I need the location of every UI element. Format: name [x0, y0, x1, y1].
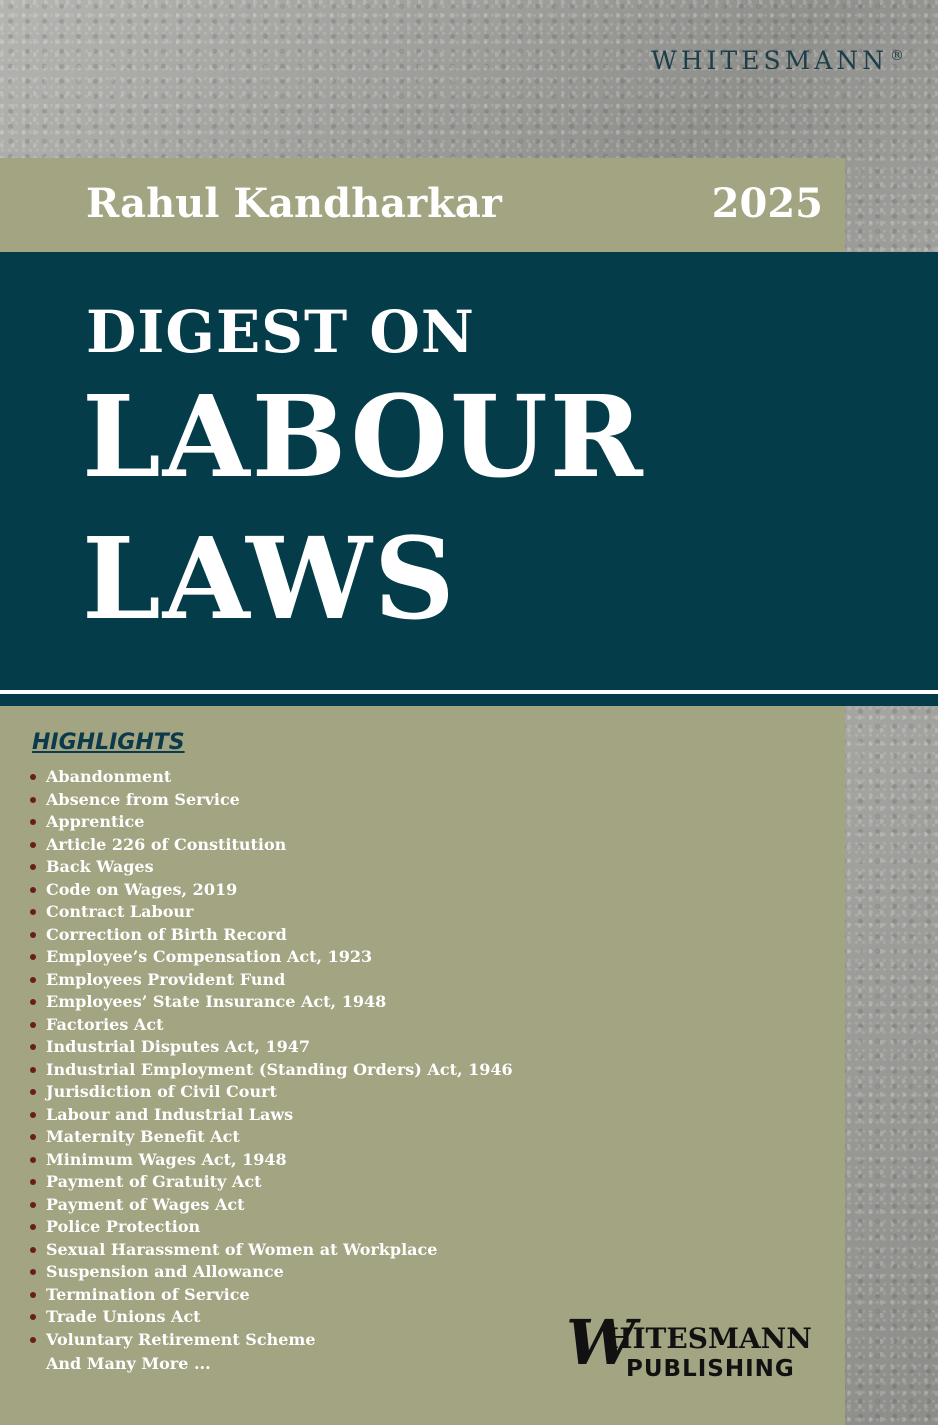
- bullet-icon: [30, 1134, 36, 1140]
- bullet-icon: [30, 1022, 36, 1028]
- publisher-logo: [566, 1306, 816, 1388]
- bullet-icon: [30, 977, 36, 983]
- bullet-icon: [30, 1157, 36, 1163]
- title-band: [0, 252, 938, 690]
- highlights-heading: HIGHLIGHTS: [32, 730, 185, 755]
- highlight-label: Abandonment: [46, 767, 172, 786]
- highlight-item: [30, 1059, 513, 1082]
- highlight-item: [30, 811, 513, 834]
- highlight-item: [30, 991, 513, 1014]
- bullet-icon: [30, 954, 36, 960]
- highlight-item: [30, 946, 513, 969]
- bullet-icon: [30, 1044, 36, 1050]
- highlight-item: [30, 901, 513, 924]
- publisher-name: WHITESMANN: [651, 46, 888, 75]
- bullet-icon: [30, 999, 36, 1005]
- logo-subtitle: PUBLISHING: [626, 1356, 795, 1382]
- edition-year: 2025: [711, 180, 823, 227]
- divider-dark: [0, 694, 938, 706]
- highlight-label: Police Protection: [46, 1217, 201, 1236]
- highlight-label: Employees Provident Fund: [46, 969, 286, 989]
- bullet-icon: [30, 1224, 36, 1230]
- more-text: And Many More ...: [46, 1354, 211, 1373]
- highlight-item: [30, 1171, 513, 1194]
- highlight-item: [30, 1149, 513, 1172]
- bullet-icon: [30, 864, 36, 870]
- highlight-item: [30, 789, 513, 812]
- highlight-label: Maternity Benefit Act: [46, 1127, 240, 1146]
- highlight-item: [30, 834, 513, 857]
- bullet-icon: [30, 797, 36, 803]
- bullet-icon: [30, 1067, 36, 1073]
- highlight-item: [30, 1284, 513, 1307]
- highlight-item: [30, 924, 513, 947]
- highlight-item: [30, 1126, 513, 1149]
- highlight-item: [30, 1081, 513, 1104]
- highlight-item: [30, 1239, 513, 1262]
- highlight-label: Back Wages: [46, 857, 154, 876]
- highlight-item: [30, 766, 513, 789]
- bullet-icon: [30, 909, 36, 915]
- author-name: Rahul Kandharkar: [86, 180, 502, 227]
- highlights-list: [30, 766, 513, 1351]
- publisher-wordmark: [651, 46, 904, 75]
- highlight-label: Jurisdiction of Civil Court: [46, 1082, 277, 1101]
- bullet-icon: [30, 1202, 36, 1208]
- highlight-label: Payment of Wages Act: [46, 1194, 245, 1214]
- bullet-icon: [30, 774, 36, 780]
- highlight-label: Voluntary Retirement Scheme: [46, 1329, 316, 1349]
- highlight-item: [30, 1329, 513, 1352]
- bullet-icon: [30, 1112, 36, 1118]
- highlight-label: Termination of Service: [46, 1284, 250, 1304]
- bullet-icon: [30, 1247, 36, 1253]
- bullet-icon: [30, 1292, 36, 1298]
- highlight-label: Absence from Service: [46, 789, 240, 809]
- highlight-item: [30, 1216, 513, 1239]
- highlight-label: Labour and Industrial Laws: [46, 1104, 294, 1124]
- bullet-icon: [30, 932, 36, 938]
- highlight-label: Industrial Disputes Act, 1947: [46, 1037, 311, 1056]
- highlight-item: [30, 856, 513, 879]
- highlight-item: [30, 1104, 513, 1127]
- highlight-label: Employees’ State Insurance Act, 1948: [46, 992, 387, 1011]
- highlight-label: Industrial Employment (Standing Orders) Act, 1946: [46, 1059, 513, 1079]
- logo-name: HITESMANN: [606, 1322, 812, 1355]
- title-line-1: DIGEST ON: [86, 298, 475, 366]
- highlight-label: Trade Unions Act: [46, 1307, 201, 1326]
- highlight-label: Factories Act: [46, 1014, 164, 1034]
- highlight-item: [30, 879, 513, 902]
- highlight-label: Suspension and Allowance: [46, 1262, 284, 1281]
- author-row: [0, 158, 845, 252]
- highlight-label: Contract Labour: [46, 902, 194, 921]
- highlight-item: [30, 1194, 513, 1217]
- registered-mark: ®: [890, 47, 904, 64]
- highlight-item: [30, 1014, 513, 1037]
- bullet-icon: [30, 887, 36, 893]
- bullet-icon: [30, 1269, 36, 1275]
- title-line-2: LABOUR: [82, 372, 645, 503]
- logo-initial: W: [566, 1306, 636, 1379]
- highlight-item: [30, 1261, 513, 1284]
- highlight-label: Code on Wages, 2019: [46, 879, 238, 899]
- bullet-icon: [30, 1179, 36, 1185]
- highlight-label: Minimum Wages Act, 1948: [46, 1149, 287, 1169]
- highlight-item: [30, 1306, 513, 1329]
- bullet-icon: [30, 842, 36, 848]
- highlight-label: Payment of Gratuity Act: [46, 1172, 262, 1191]
- highlight-label: Employee’s Compensation Act, 1923: [46, 947, 373, 966]
- bullet-icon: [30, 1314, 36, 1320]
- title-line-3: LAWS: [82, 514, 457, 645]
- bullet-icon: [30, 1337, 36, 1343]
- highlight-item: [30, 1036, 513, 1059]
- highlight-item: [30, 969, 513, 992]
- highlight-label: Apprentice: [46, 812, 145, 831]
- highlight-label: Article 226 of Constitution: [46, 834, 287, 854]
- highlight-label: Sexual Harassment of Women at Workplace: [46, 1239, 438, 1259]
- bullet-icon: [30, 819, 36, 825]
- bullet-icon: [30, 1089, 36, 1095]
- highlight-label: Correction of Birth Record: [46, 924, 287, 944]
